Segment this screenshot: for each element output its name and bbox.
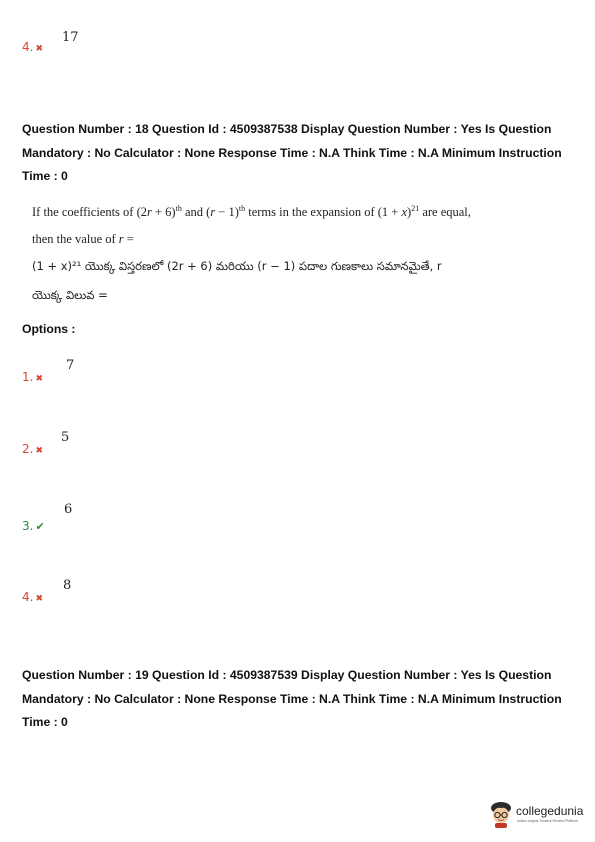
option-4-value: 8 <box>63 578 72 593</box>
option-1 <box>22 370 43 384</box>
option-number: 4. <box>22 40 34 54</box>
check-mark-icon: ✔ <box>35 520 45 533</box>
question-18-english-line-2: then the value of r = <box>32 232 134 246</box>
option-number: 2. <box>22 442 34 456</box>
option-1-value: 7 <box>66 358 75 373</box>
option-3 <box>22 519 45 533</box>
wrong-mark-icon: ✖ <box>35 594 43 604</box>
wrong-mark-icon: ✖ <box>35 44 43 54</box>
options-label: Options : <box>22 322 76 336</box>
logo-tagline: India's largest Student Review Platform <box>517 819 578 823</box>
prev-option-4 <box>22 40 43 54</box>
mascot-icon <box>488 800 514 828</box>
option-3-value: 6 <box>64 502 73 517</box>
question-18-english-line-1: If the coefficients of $(2r + 6)^{th}$ and $(r - 1)^{th}$ terms in the expansion of $(1 + x)^{21}$ are equal, <box>32 204 471 220</box>
option-number: 1. <box>22 370 34 384</box>
wrong-mark-icon: ✖ <box>35 446 43 456</box>
question-19-header: Question Number : 19 Question Id : 4509387539 Display Question Number : Yes Is Question Mandatory : No Calculator : None Response Time : N.A Think Time : N.A Minimum Instruction Time : 0 <box>22 668 562 729</box>
logo-name: collegedunia <box>516 804 584 818</box>
question-18-telugu-line-1: (1 + x)²¹ యొక్క విస్తరణలో (2r + 6) మరియు (r − 1) పదాల గుణకాలు సమానమైతే, r <box>32 259 442 273</box>
option-2-value: 5 <box>61 430 70 445</box>
option-number: 3. <box>22 519 34 533</box>
question-18-header: Question Number : 18 Question Id : 4509387538 Display Question Number : Yes Is Question Mandatory : No Calculator : None Response Time : N.A Think Time : N.A Minimum Instruction Time : 0 <box>22 122 562 183</box>
wrong-mark-icon: ✖ <box>35 374 43 384</box>
option-value: 17 <box>62 30 79 45</box>
option-2 <box>22 442 43 456</box>
question-18-telugu-line-2: యొక్క విలువ = <box>32 288 108 302</box>
option-number: 4. <box>22 590 34 604</box>
option-4 <box>22 590 43 604</box>
collegedunia-logo <box>488 798 588 832</box>
